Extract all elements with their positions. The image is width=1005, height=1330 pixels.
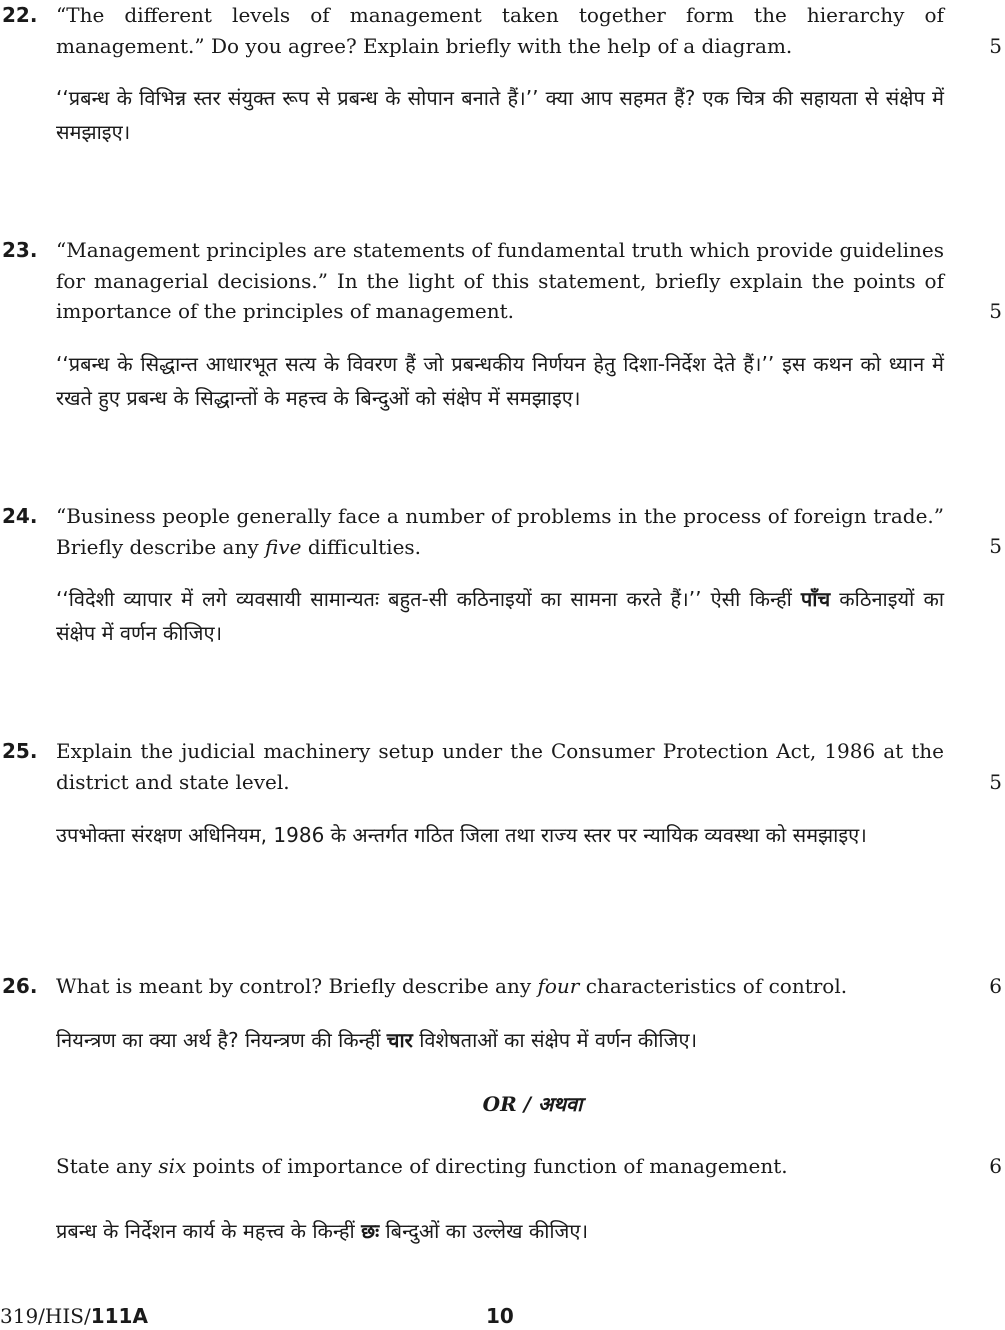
- emphasis: पाँच: [800, 587, 831, 611]
- question-text-english: State any six points of importance of directing function of management.: [56, 1154, 788, 1178]
- or-separator: OR / अथवा: [482, 1092, 583, 1116]
- question-number: 23.: [2, 238, 38, 262]
- question-text-english: What is meant by control? Briefly describe any four characteristics of control.: [56, 974, 848, 998]
- emphasis: छः: [361, 1219, 380, 1243]
- question-number: 26.: [2, 974, 38, 998]
- emphasis: four: [537, 974, 580, 998]
- question-text-english: Explain the judicial machinery setup under the Consumer Protection Act, 1986 at the district and state level.: [56, 739, 944, 794]
- marks: 5: [989, 299, 1002, 323]
- question-number: 22.: [2, 3, 38, 27]
- question-text-hindi: उपभोक्ता संरक्षण अधिनियम, 1986 के अन्तर्गत गठित जिला तथा राज्य स्तर पर न्यायिक व्यवस्था को समझाइए।: [56, 823, 867, 847]
- marks: 6: [989, 974, 1002, 998]
- marks: 5: [989, 34, 1002, 58]
- question-text-hindi: ‘‘प्रबन्ध के विभिन्न स्तर संयुक्त रूप से प्रबन्ध के सोपान बनाते हैं।’’ क्या आप सहमत हैं? एक चित्र की सहायता से संक्षेप में समझाइए।: [56, 86, 944, 144]
- page-number: 10: [486, 1304, 514, 1328]
- question-text-english: “The different levels of management taken together form the hierarchy of management.” Do you agree? Explain briefly with the help of a diagram.: [56, 3, 944, 58]
- question-number: 25.: [2, 739, 38, 763]
- marks: 6: [989, 1154, 1002, 1178]
- question-text-english: “Business people generally face a number of problems in the process of foreign trade.” Briefly describe any five difficulties.: [56, 504, 944, 559]
- emphasis: six: [158, 1154, 187, 1178]
- question-text-hindi: ‘‘विदेशी व्यापार में लगे व्यवसायी सामान्यतः बहुत-सी कठिनाइयों का सामना करते हैं।’’ ऐसी किन्हीं पाँच कठिनाइयों का संक्षेप में वर्णन कीजिए।: [56, 587, 945, 645]
- question-text-hindi: नियन्त्रण का क्या अर्थ है? नियन्त्रण की किन्हीं चार विशेषताओं का संक्षेप में वर्णन कीजिए।: [56, 1028, 698, 1052]
- emphasis: five: [265, 534, 302, 559]
- question-text-hindi: ‘‘प्रबन्ध के सिद्धान्त आधारभूत सत्य के विवरण हैं जो प्रबन्धकीय निर्णयन हेतु दिशा-निर्देश देते हैं।’’ इस कथन को ध्यान में रखते हुए प्रबन्ध के सिद्धान्तों के महत्त्व के बिन्दुओं को संक्षेप में समझाइए।: [56, 352, 944, 410]
- question-text-hindi: प्रबन्ध के निर्देशन कार्य के महत्त्व के किन्हीं छः बिन्दुओं का उल्लेख कीजिए।: [56, 1219, 589, 1243]
- question-text-english: “Management principles are statements of fundamental truth which provide guidelines for managerial decisions.” In the light of this statement, briefly explain the points of importance of the principles of management.: [56, 238, 944, 323]
- paper-code: 319/HIS/111A: [0, 1304, 148, 1328]
- marks: 5: [989, 534, 1002, 558]
- marks: 5: [989, 770, 1002, 794]
- emphasis: चार: [386, 1028, 413, 1052]
- question-number: 24.: [2, 504, 38, 528]
